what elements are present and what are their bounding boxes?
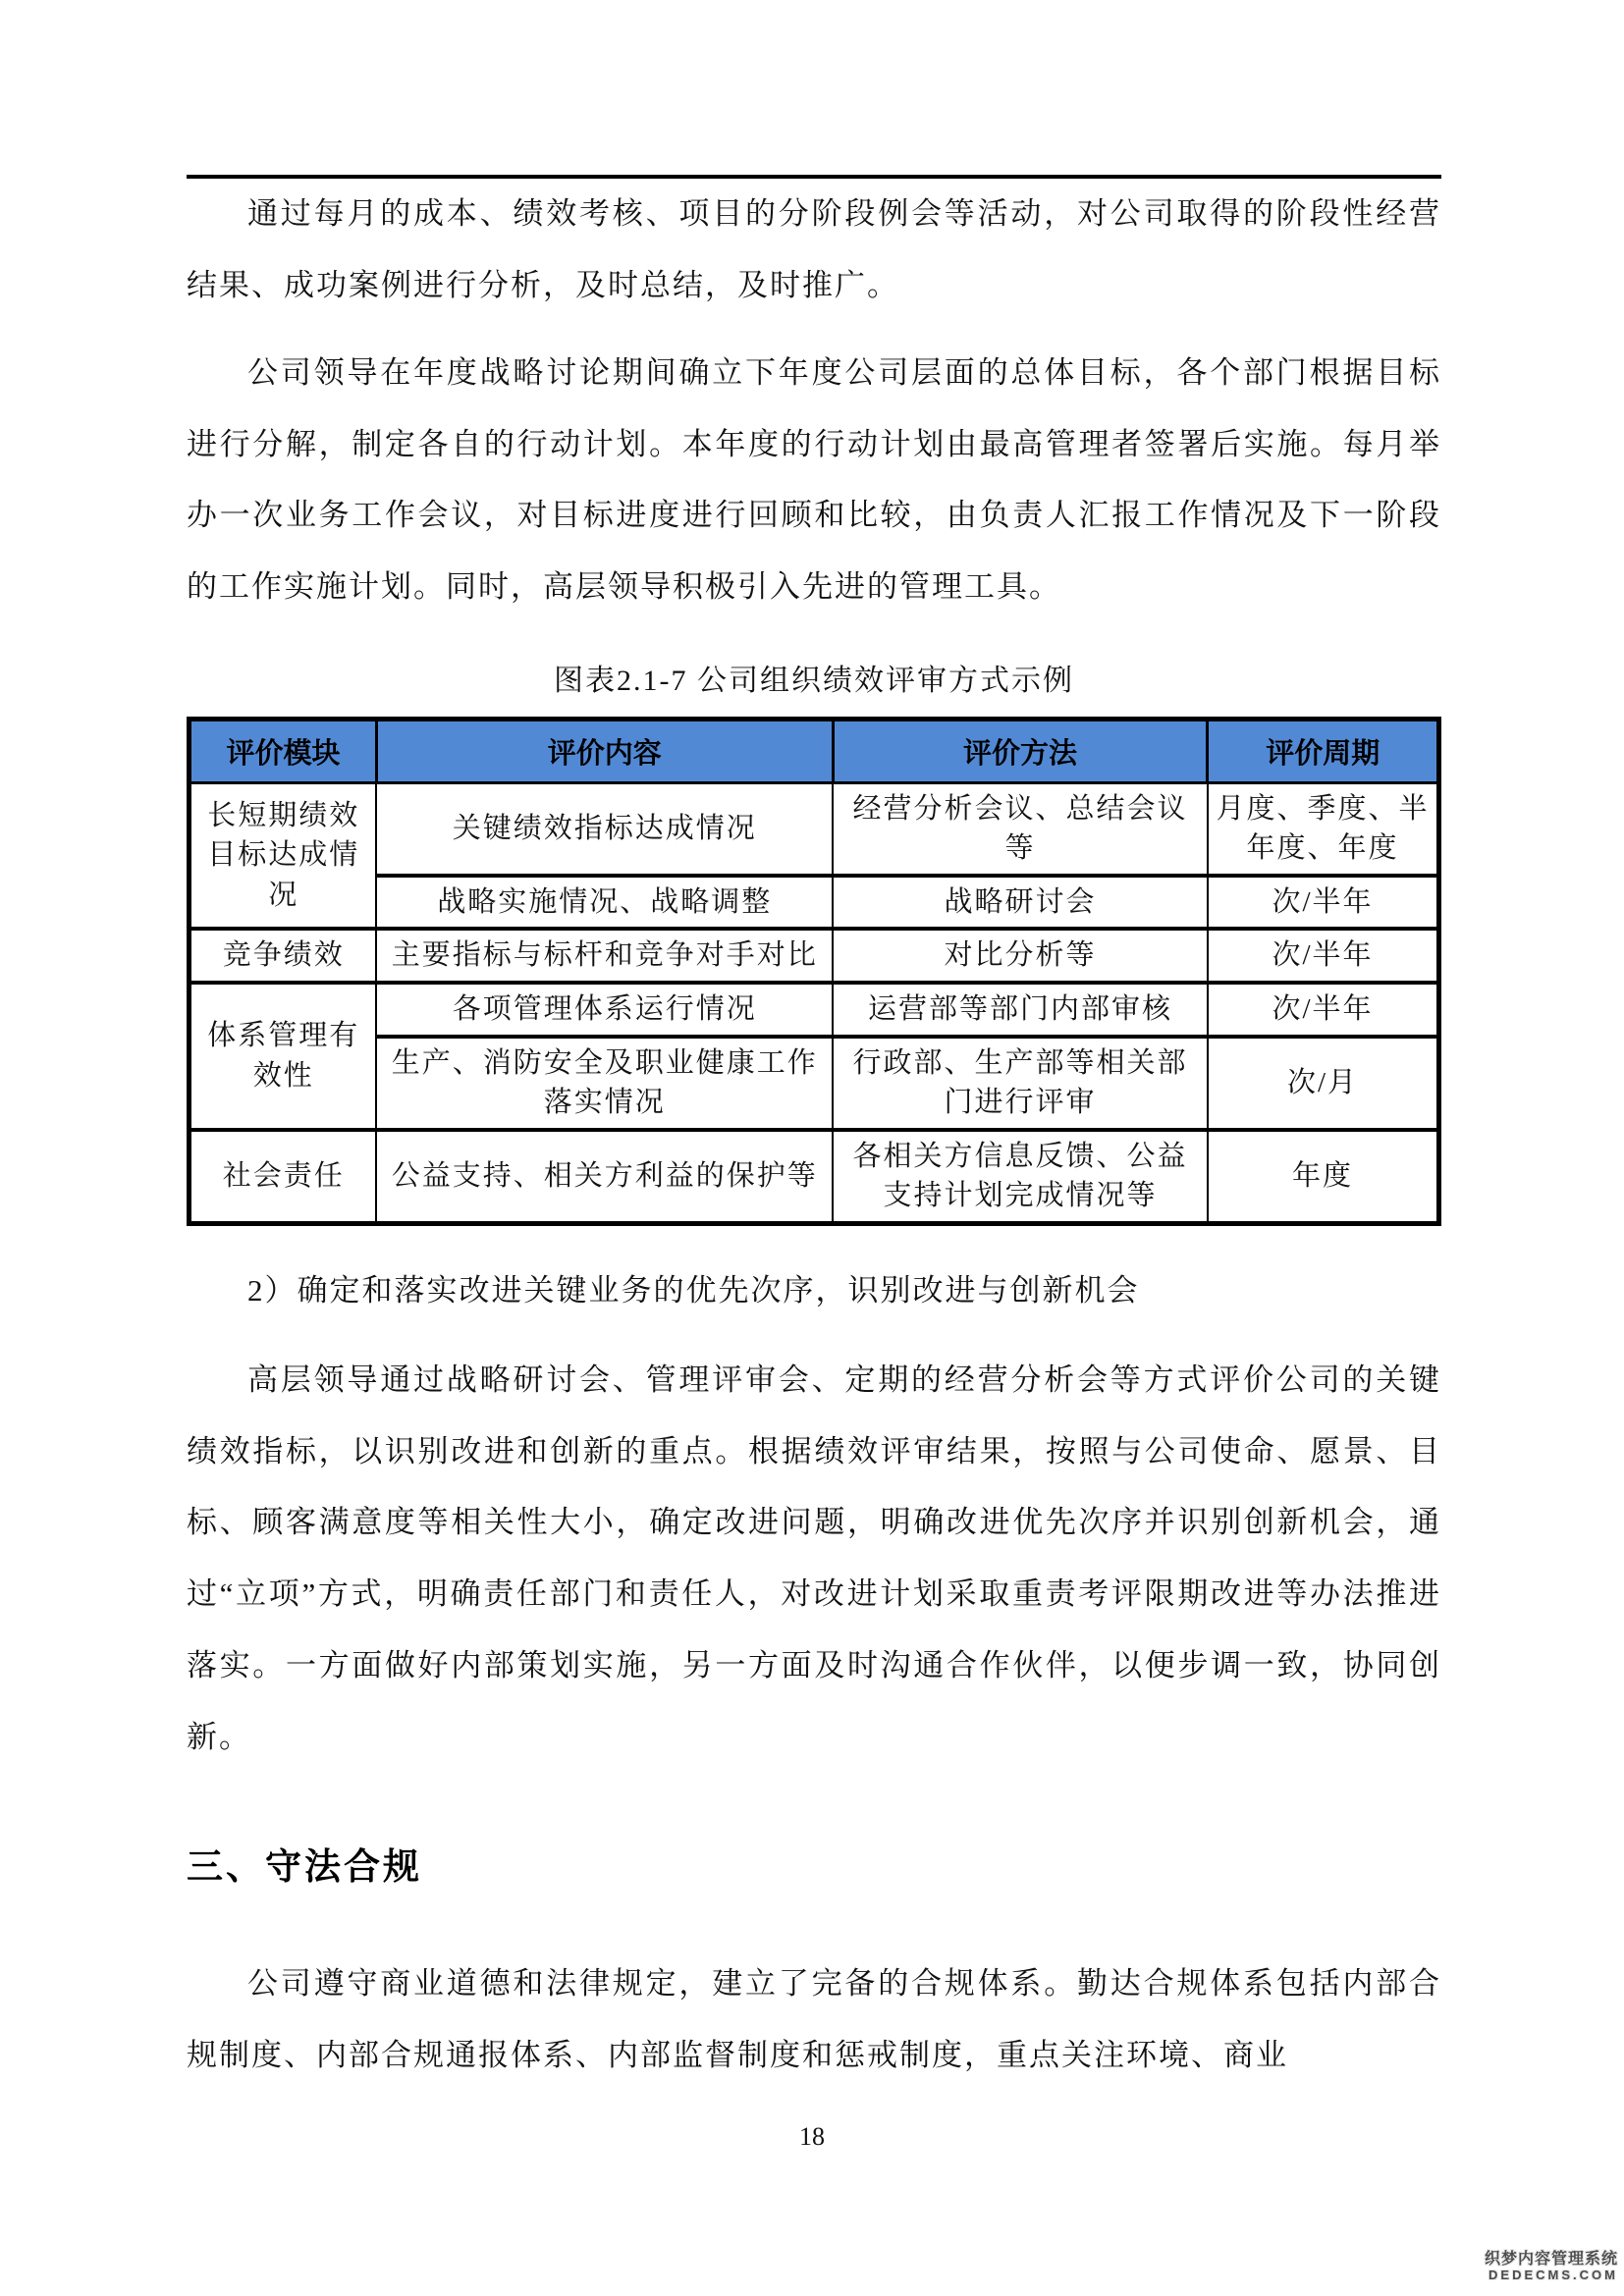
paragraph-compliance: 公司遵守商业道德和法律规定，建立了完备的合规体系。勤达合规体系包括内部合规制度、内部合规通报体系、内部监督制度和惩戒制度，重点关注环境、商业: [187, 1965, 1441, 2072]
cell-content-strategy: 战略实施情况、战略调整: [376, 876, 833, 930]
performance-review-table: [187, 717, 1441, 1226]
paragraph-annual-strategy: 公司领导在年度战略讨论期间确立下年度公司层面的总体目标，各个部门根据目标进行分解，制定各自的行动计划。本年度的行动计划由最高管理者签署后实施。每月举办一次业务工作会议，对目标进度进行回顾和比较，由负责人汇报工作情况及下一阶段的工作实施计划。同时，高层领导积极引入先进的管理工具。: [187, 354, 1441, 605]
table-row: [189, 782, 1439, 876]
cell-cycle-monthly-quarterly: 月度、季度、半年度、年度: [1208, 782, 1439, 876]
cell-content-safety-health: 生产、消防安全及职业健康工作落实情况: [376, 1037, 833, 1130]
cell-cycle-annual: 年度: [1208, 1130, 1439, 1224]
cell-content-benchmark: 主要指标与标杆和竞争对手对比: [376, 929, 833, 983]
table-header-row: [189, 719, 1439, 782]
cell-module-social-responsibility: 社会责任: [189, 1130, 377, 1224]
table-row: [189, 929, 1439, 983]
cell-module-goal-achievement: 长短期绩效目标达成情况: [189, 782, 377, 929]
table-header: [189, 719, 1439, 782]
cell-method-internal-audit: 运营部等部门内部审核: [833, 983, 1208, 1037]
cell-module-competitive: 竞争绩效: [189, 929, 377, 983]
table-row: [189, 1130, 1439, 1224]
dedecms-watermark: [1485, 2251, 1618, 2283]
cell-method-comparison: 对比分析等: [833, 929, 1208, 983]
column-header-method: 评价方法: [833, 719, 1208, 782]
cell-content-public-welfare: 公益支持、相关方利益的保护等: [376, 1130, 833, 1224]
paragraph-monthly-review: 通过每月的成本、绩效考核、项目的分阶段例会等活动，对公司取得的阶段性经营结果、成功案例进行分析，及时总结，及时推广。: [187, 196, 1441, 302]
table-row: [189, 876, 1439, 930]
cell-cycle-per-halfyear-2: 次/半年: [1208, 929, 1439, 983]
cell-method-department-review: 行政部、生产部等相关部门进行评审: [833, 1037, 1208, 1130]
watermark-chinese-text: 织梦内容管理系统: [1484, 2251, 1618, 2268]
page-content: [187, 0, 1441, 2092]
cell-cycle-per-month: 次/月: [1208, 1037, 1439, 1130]
column-header-module: 评价模块: [189, 719, 377, 782]
cell-content-system-operation: 各项管理体系运行情况: [376, 983, 833, 1037]
watermark-domain-text: DEDECMS.COM: [1489, 2268, 1618, 2283]
numbered-list-item: 2）确定和落实改进关键业务的优先次序，识别改进与创新机会: [247, 1272, 1140, 1308]
cell-method-strategy-seminar: 战略研讨会: [833, 876, 1208, 930]
cell-method-stakeholder-feedback: 各相关方信息反馈、公益支持计划完成情况等: [833, 1130, 1208, 1224]
section-heading-compliance: 三、守法合规: [187, 1845, 422, 1887]
table-body: [189, 782, 1439, 1223]
cell-cycle-per-halfyear-1: 次/半年: [1208, 876, 1439, 930]
column-header-content: 评价内容: [376, 719, 833, 782]
cell-cycle-per-halfyear-3: 次/半年: [1208, 983, 1439, 1037]
cell-module-system-effectiveness: 体系管理有效性: [189, 983, 377, 1130]
cell-method-analysis-meeting: 经营分析会议、总结会议等: [833, 782, 1208, 876]
column-header-cycle: 评价周期: [1208, 719, 1439, 782]
table-row: [189, 1037, 1439, 1130]
table-caption: 图表2.1-7 公司组织绩效评审方式示例: [554, 665, 1074, 698]
page-number: 18: [799, 2122, 825, 2151]
paragraph-improvement-priority: 高层领导通过战略研讨会、管理评审会、定期的经营分析会等方式评价公司的关键绩效指标，以识别改进和创新的重点。根据绩效评审结果，按照与公司使命、愿景、目标、顾客满意度等相关性大小，确定改进问题，明确改进优先次序并识别创新机会，通过“立项”方式，明确责任部门和责任人，对改进计划采取重责考评限期改进等办法推进落实。一方面做好内部策划实施，另一方面及时沟通合作伙伴，以便步调一致，协同创新。: [187, 1362, 1441, 1754]
table-row: [189, 983, 1439, 1037]
cell-content-kpi: 关键绩效指标达成情况: [376, 782, 833, 876]
